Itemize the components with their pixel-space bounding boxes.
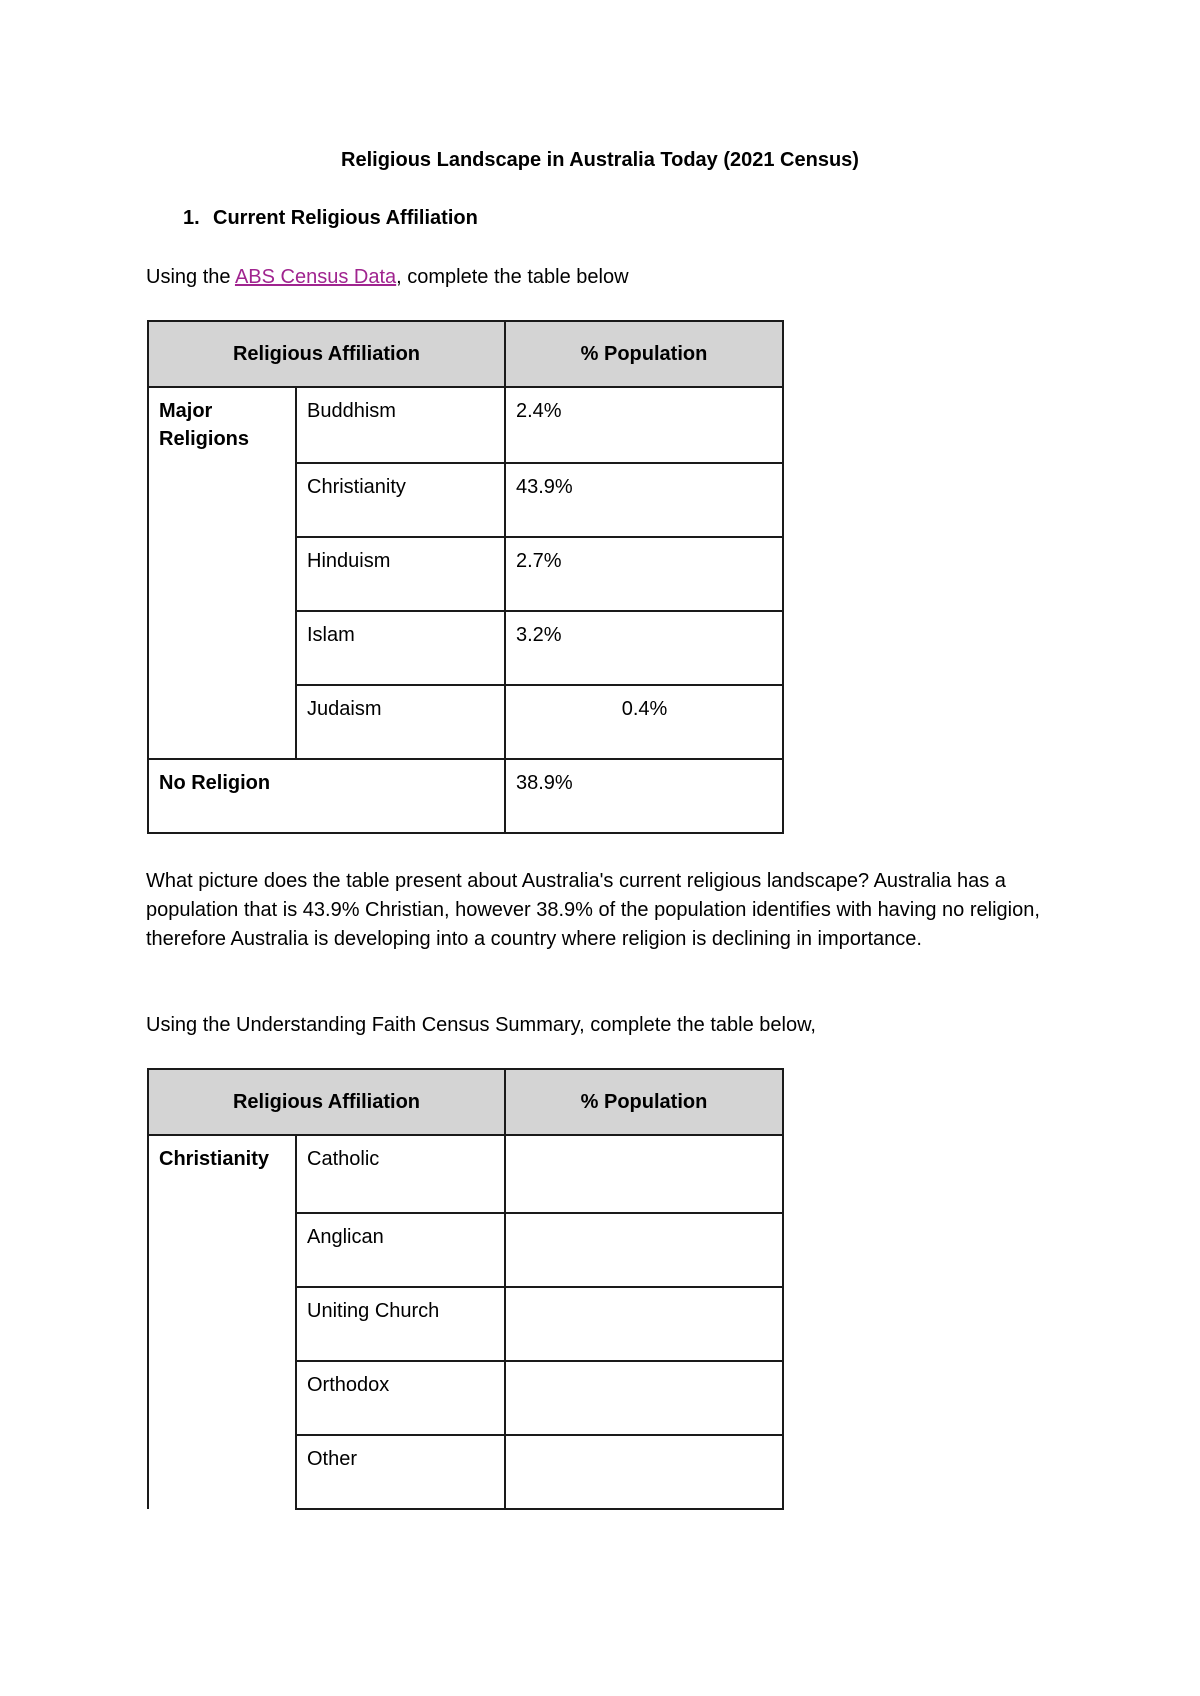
instructions-text-after: , complete the table below bbox=[396, 266, 629, 288]
religion-name: Islam bbox=[296, 611, 505, 685]
religious-affiliation-table bbox=[147, 320, 784, 834]
population-input-cell[interactable] bbox=[505, 1435, 783, 1509]
header-religious-affiliation: Religious Affiliation bbox=[148, 1069, 505, 1135]
instructions-text-before: Using the bbox=[146, 266, 235, 288]
table2-instructions: Using the Understanding Faith Census Summary, complete the table below, bbox=[146, 1014, 816, 1036]
religion-name: Christianity bbox=[296, 463, 505, 537]
religion-name: Buddhism bbox=[296, 387, 505, 463]
religion-name: Hinduism bbox=[296, 537, 505, 611]
group-label-christianity: Christianity bbox=[148, 1135, 296, 1509]
answer-paragraph: What picture does the table present about Australia's current religious landscape? Australia has a population that is 43.9% Christian, however 38.9% of the population identifies with having no religion, therefore Australia is developing into a country where religion is declining in importance. bbox=[146, 870, 1040, 950]
denomination-name: Orthodox bbox=[296, 1361, 505, 1435]
table1-instructions bbox=[146, 263, 1056, 292]
denomination-name: Other bbox=[296, 1435, 505, 1509]
group-label-major-religions: Major Religions bbox=[148, 387, 296, 759]
population-value: 43.9% bbox=[505, 463, 783, 537]
population-value: 2.4% bbox=[505, 387, 783, 463]
section-title: Current Religious Affiliation bbox=[213, 207, 478, 229]
denomination-name: Anglican bbox=[296, 1213, 505, 1287]
section-number: 1. bbox=[183, 207, 200, 229]
population-input-cell[interactable] bbox=[505, 1361, 783, 1435]
header-population: % Population bbox=[505, 321, 783, 387]
population-input-cell[interactable] bbox=[505, 1287, 783, 1361]
header-religious-affiliation: Religious Affiliation bbox=[148, 321, 505, 387]
population-input-cell[interactable] bbox=[505, 1213, 783, 1287]
denomination-name: Catholic bbox=[296, 1135, 505, 1213]
no-religion-value: 38.9% bbox=[505, 759, 783, 833]
religion-name: Judaism bbox=[296, 685, 505, 759]
page-title: Religious Landscape in Australia Today (2021 Census) bbox=[341, 149, 859, 171]
population-value: 3.2% bbox=[505, 611, 783, 685]
denomination-name: Uniting Church bbox=[296, 1287, 505, 1361]
header-population: % Population bbox=[505, 1069, 783, 1135]
section-heading bbox=[183, 206, 478, 230]
population-value: 2.7% bbox=[505, 537, 783, 611]
population-value: 0.4% bbox=[505, 685, 783, 759]
population-input-cell[interactable] bbox=[505, 1135, 783, 1213]
christian-denominations-table bbox=[147, 1068, 784, 1510]
abs-census-data-link[interactable]: ABS Census Data bbox=[234, 266, 397, 288]
no-religion-label: No Religion bbox=[148, 759, 505, 833]
